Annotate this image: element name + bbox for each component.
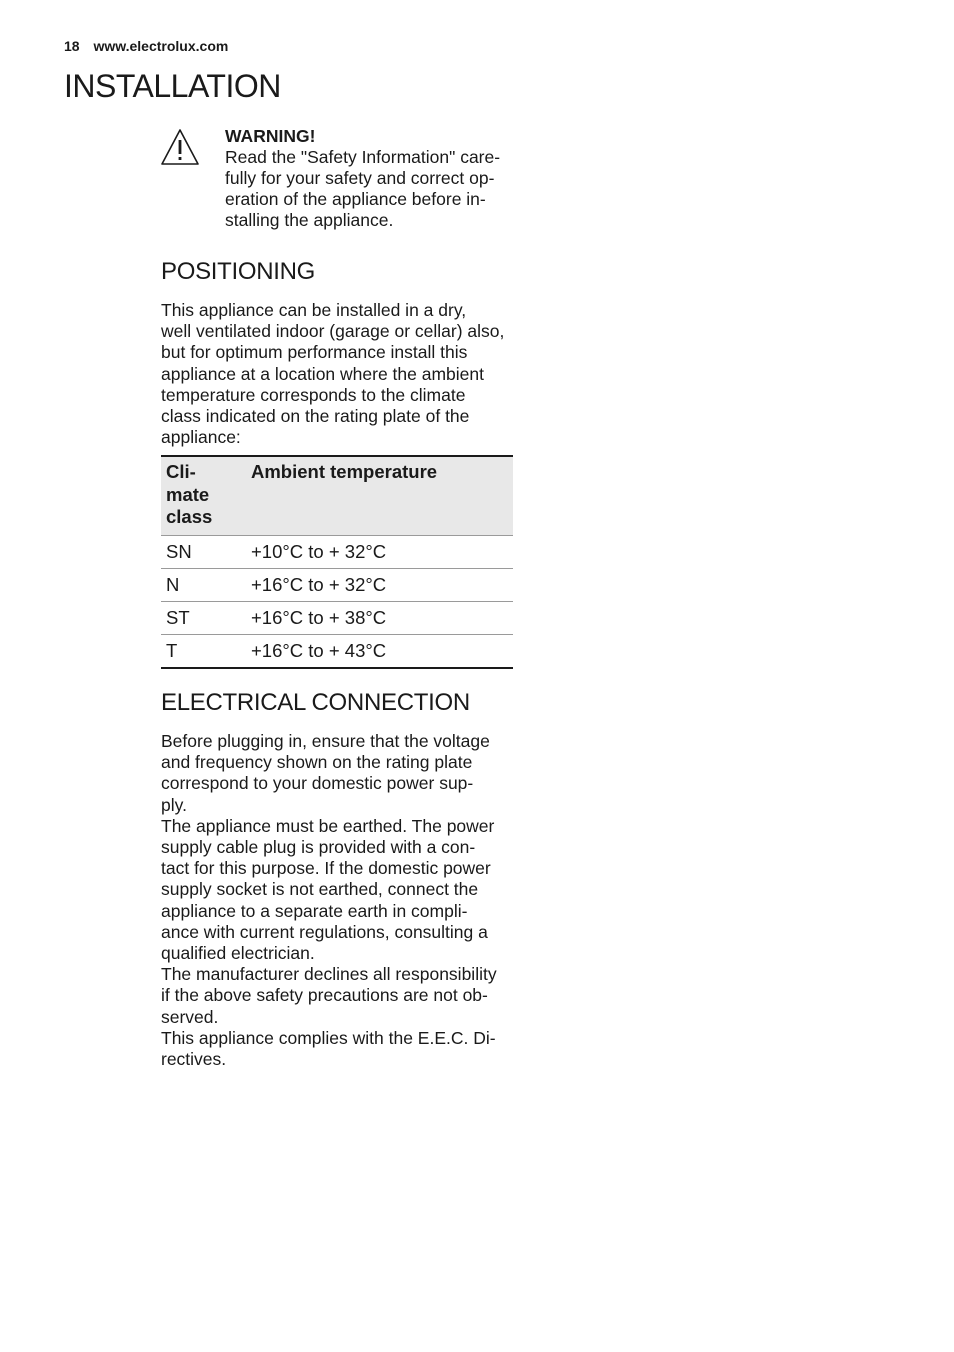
warning-title: WARNING! xyxy=(225,126,316,146)
temperature-cell: +16°C to + 32°C xyxy=(246,568,513,601)
warning-line: eration of the appliance before in- xyxy=(225,189,486,209)
table-header-row xyxy=(161,456,513,535)
electrical-section xyxy=(161,689,513,1070)
temperature-cell: +16°C to + 38°C xyxy=(246,601,513,634)
positioning-paragraph xyxy=(161,300,513,448)
header-line: mate xyxy=(166,483,210,505)
text-line: served. xyxy=(161,1006,219,1027)
page-number: 18 xyxy=(64,38,80,54)
text-line: This appliance complies with the E.E.C. Di- xyxy=(161,1027,496,1048)
table-row xyxy=(161,535,513,568)
text-line: Before plugging in, ensure that the voltage xyxy=(161,731,490,751)
table-row xyxy=(161,634,513,668)
text-line: The appliance must be earthed. The power xyxy=(161,815,495,836)
text-line: if the above safety precautions are not ob- xyxy=(161,985,488,1006)
text-line: temperature corresponds to the climate xyxy=(161,384,466,405)
text-line: ply. xyxy=(161,794,187,815)
warning-triangle-icon xyxy=(160,128,200,166)
text-line: The manufacturer declines all responsibility xyxy=(161,964,497,985)
positioning-heading: POSITIONING xyxy=(161,258,316,285)
text-line: appliance to a separate earth in compli- xyxy=(161,900,468,921)
header-ambient-temperature: Ambient temperature xyxy=(246,456,513,535)
text-line: appliance: xyxy=(161,427,241,448)
warning-line: Read the "Safety Information" care- xyxy=(225,147,501,167)
climate-class-table xyxy=(161,455,513,669)
page-title: INSTALLATION xyxy=(64,68,281,104)
warning-line: fully for your safety and correct op- xyxy=(225,168,495,188)
text-line: qualified electrician. xyxy=(161,943,315,964)
table-row xyxy=(161,568,513,601)
text-line: appliance at a location where the ambient xyxy=(161,363,484,384)
text-line: class indicated on the rating plate of the xyxy=(161,406,470,427)
temperature-cell: +10°C to + 32°C xyxy=(246,535,513,568)
text-line: tact for this purpose. If the domestic power xyxy=(161,858,491,879)
warning-line: stalling the appliance. xyxy=(225,210,394,230)
website-url: www.electrolux.com xyxy=(93,38,229,54)
text-line: but for optimum performance install this xyxy=(161,342,468,363)
text-line: correspond to your domestic power sup- xyxy=(161,773,474,794)
text-line: supply cable plug is provided with a con- xyxy=(161,837,476,858)
header-line: Cli- xyxy=(166,461,196,483)
header-line: class xyxy=(166,506,213,528)
climate-class-cell: SN xyxy=(161,535,246,568)
climate-class-cell: ST xyxy=(161,601,246,634)
text-line: ance with current regulations, consulting a xyxy=(161,921,488,942)
text-line: supply socket is not earthed, connect the xyxy=(161,879,479,900)
warning-text xyxy=(225,147,515,231)
electrical-paragraph xyxy=(161,731,513,1070)
temperature-cell: +16°C to + 43°C xyxy=(246,634,513,668)
climate-class-cell: T xyxy=(161,634,246,668)
electrical-heading: ELECTRICAL CONNECTION xyxy=(161,689,470,716)
text-line: This appliance can be installed in a dry, xyxy=(161,300,467,320)
positioning-section xyxy=(161,258,513,669)
text-line: rectives. xyxy=(161,1049,227,1070)
text-line: and frequency shown on the rating plate xyxy=(161,752,473,773)
climate-class-cell: N xyxy=(161,568,246,601)
page-header xyxy=(64,38,228,54)
table-row xyxy=(161,601,513,634)
header-climate-class xyxy=(161,456,246,535)
text-line: well ventilated indoor (garage or cellar) also, xyxy=(161,321,505,342)
